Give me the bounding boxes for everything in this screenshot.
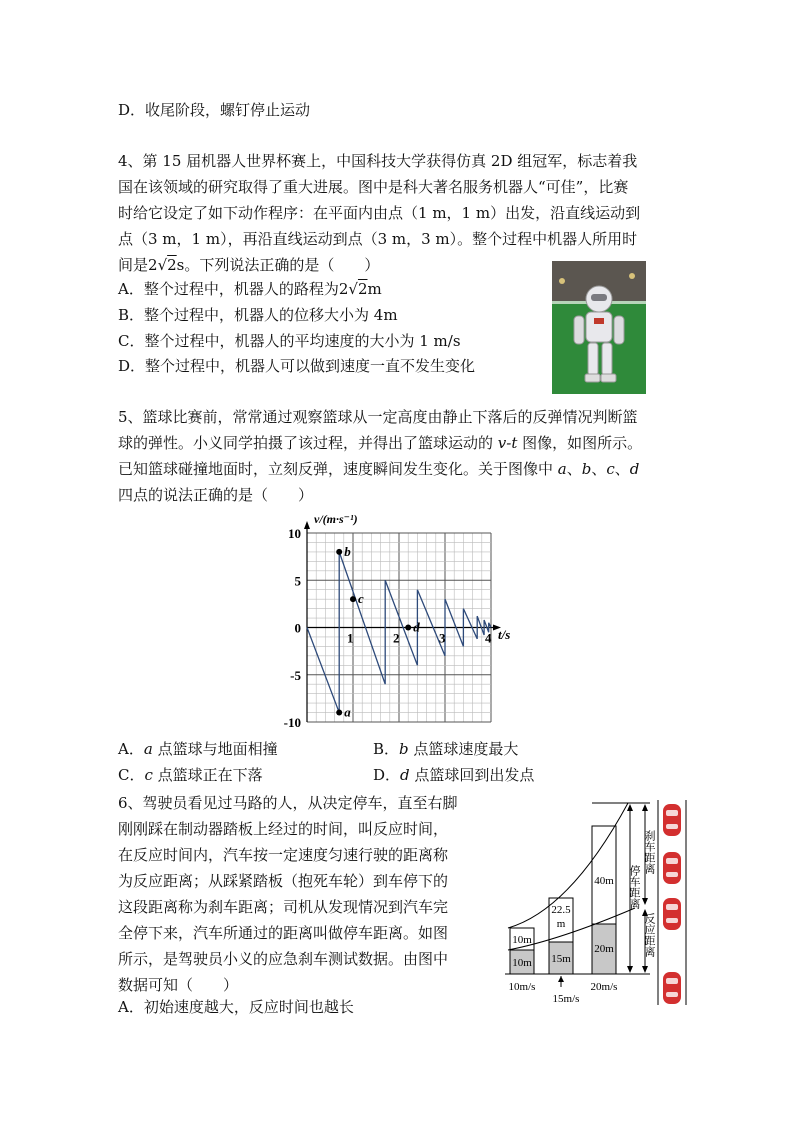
bar2-braking-unit: m: [556, 918, 566, 930]
q5-var-d: d: [629, 460, 640, 478]
q4-option-a-arg: 2: [357, 280, 368, 298]
car-icon: [663, 972, 681, 1004]
q6-line-7: 所示，是驾驶员小义的应急刹车测试数据。由图中: [118, 950, 449, 968]
chart-axes: [304, 521, 501, 722]
label-brake-distance: 刹车距离: [643, 830, 655, 874]
car-icon: [663, 852, 681, 884]
q5-option-a-text: 点篮球与地面相撞: [152, 740, 278, 758]
q6-line-8: 数据可知（ ）: [118, 976, 239, 994]
q4-line-1: 4、第 15 届机器人世界杯赛上，中国科技大学获得仿真 2D 组冠军，标志着我: [118, 152, 638, 170]
q5-option-d: [373, 765, 534, 785]
q5-option-b-var: b: [399, 740, 409, 758]
arrow-head: [642, 966, 648, 973]
q4-option-c: C．整个过程中，机器人的平均速度的大小为 1 m/s: [118, 332, 461, 350]
bar2-braking-label: 22.5: [551, 904, 571, 916]
chart-ticks: [284, 526, 492, 727]
y-tick-label: 5: [294, 573, 301, 589]
q5-line-2-suffix: 图像，如图所示。: [517, 434, 643, 452]
arrow-head: [558, 976, 564, 982]
q5-option-b: [373, 739, 518, 759]
q4-option-a-text: A．整个过程中，机器人的路程为: [118, 280, 339, 298]
car-icon: [663, 898, 681, 930]
q5-option-c-var: c: [144, 766, 153, 784]
q5-sep: 、: [566, 460, 582, 478]
q5-option-a-var: a: [143, 740, 153, 758]
vt-chart: [278, 512, 518, 727]
point-a: [336, 710, 342, 716]
point-c: [350, 596, 356, 602]
bar1-braking-label: 10m: [512, 934, 532, 946]
bar3-braking-label: 40m: [594, 875, 614, 887]
bar1-reaction-label: 10m: [512, 957, 532, 969]
q5-option-d-letter: D．: [373, 766, 401, 784]
q4-line-4: 点（3 m，1 m），再沿直线运动到点（3 m，3 m）。整个过程中机器人所用时: [118, 230, 638, 248]
q5-option-b-text: 点篮球速度最大: [408, 740, 519, 758]
y-tick-label: 0: [294, 620, 301, 636]
x-axis-label: t/s: [498, 627, 511, 642]
q5-option-d-text: 点篮球回到出发点: [409, 766, 535, 784]
q5-option-c: [118, 765, 263, 785]
arrow-head: [642, 804, 648, 811]
sqrt-sign: √: [157, 256, 168, 274]
q5-stem: [118, 404, 678, 508]
q5-option-d-var: d: [400, 766, 410, 784]
q6-line-2: 刚刚踩在制动器踏板上经过的时间，叫反应时间，: [118, 820, 449, 838]
q5-option-a-letter: A．: [118, 740, 144, 758]
q5-sep: 、: [614, 460, 630, 478]
x-tick-label: 1: [347, 630, 354, 646]
speed-label-20: 20m/s: [590, 981, 618, 993]
q4-option-b: B．整个过程中，机器人的位移大小为 4m: [118, 306, 398, 324]
car-icon: [663, 804, 681, 836]
point-label-c: c: [358, 591, 364, 607]
y-axis-label: v/(m·s⁻¹): [314, 512, 358, 526]
speed-label-15: 15m/s: [552, 993, 580, 1005]
q5-var-b: b: [581, 460, 592, 478]
y-axis-arrow: [304, 521, 310, 529]
q4-sqrt-coef: 2: [148, 256, 158, 274]
braking-figure: [500, 800, 690, 1005]
q6-line-1: 6、驾驶员看见过马路的人，从决定停车，直至右脚: [118, 794, 458, 812]
q4-option-a-unit: m: [367, 280, 382, 298]
q5-option-b-letter: B．: [373, 740, 400, 758]
q6-line-3: 在反应时间内，汽车按一定速度匀速行驶的距离称: [118, 846, 449, 864]
q4-line-2: 国在该领域的研究取得了重大进展。图中是科大著名服务机器人“可佳”，比赛: [118, 178, 629, 196]
q3-option-d: D．收尾阶段，螺钉停止运动: [118, 101, 311, 119]
point-label-a: a: [344, 704, 351, 720]
q5-vt-symbol: v-t: [497, 434, 518, 452]
point-label-b: b: [344, 543, 351, 559]
q4-line-3: 时给它设定了如下动作程序：在平面内由点（1 m，1 m）出发，沿直线运动到: [118, 204, 641, 222]
robot-image: [552, 261, 646, 394]
q5-option-a: [118, 739, 278, 759]
point-label-d: d: [413, 619, 420, 635]
point-b: [336, 549, 342, 555]
q5-line-2-text: 球的弹性。小义同学拍摄了该过程，并得出了篮球运动的: [118, 434, 498, 452]
q5-line-3-text: 已知篮球碰撞地面时，立刻反弹，速度瞬间发生变化。关于图像中: [118, 460, 558, 478]
x-tick-label: 4: [485, 630, 492, 646]
arrow-head: [642, 898, 648, 905]
bar2-reaction-label: 15m: [551, 953, 571, 965]
q4-option-a: [118, 279, 382, 299]
x-tick-label: 2: [393, 630, 400, 646]
point-d: [405, 625, 411, 631]
arrow-head: [627, 804, 633, 811]
q5-line-2: [118, 430, 678, 456]
q5-var-c: c: [606, 460, 615, 478]
arrow-head: [627, 966, 633, 973]
q6-line-4: 为反应距离；从踩紧踏板（抱死车轮）到车停下的: [118, 872, 449, 890]
q6-option-a: A．初始速度越大，反应时间也越长: [118, 998, 354, 1016]
q5-var-a: a: [557, 460, 567, 478]
y-tick-label: -10: [283, 715, 301, 727]
y-tick-label: -5: [290, 667, 301, 683]
q4-sqrt-arg: 2: [167, 256, 177, 274]
q4-option-d: D．整个过程中，机器人可以做到速度一直不发生变化: [118, 357, 476, 375]
q5-sep: 、: [591, 460, 607, 478]
q5-line-3: [118, 456, 678, 482]
q5-option-c-letter: C．: [118, 766, 145, 784]
label-react-distance: 反应距离: [643, 913, 655, 957]
y-tick-label: 10: [288, 526, 301, 541]
sqrt-sign: √: [348, 280, 358, 298]
q4-line-5-suffix: s。下列说法正确的是（ ）: [176, 256, 380, 274]
robot-photo: [552, 261, 646, 394]
q5-line-1: 5、篮球比赛前，常常通过观察篮球从一定高度由静止下落后的反弹情况判断篮: [118, 408, 638, 426]
q5-option-c-text: 点篮球正在下落: [152, 766, 263, 784]
bar3-reaction-label: 20m: [594, 943, 614, 955]
speed-label-10: 10m/s: [508, 981, 536, 993]
q6-line-5: 这段距离称为刹车距离；司机从发现情况到汽车完: [118, 898, 449, 916]
q6-stem: [118, 790, 478, 998]
q4-option-a-coef: 2: [338, 280, 349, 298]
q4-line-5-prefix: 间是: [118, 256, 149, 274]
label-stop-distance: 停车距离: [628, 865, 640, 909]
x-tick-label: 3: [439, 630, 446, 646]
q4-stem: [118, 148, 678, 278]
q6-line-6: 全停下来，汽车所通过的距离叫做停车距离。如图: [118, 924, 449, 942]
q5-line-4: 四点的说法正确的是（ ）: [118, 486, 314, 504]
